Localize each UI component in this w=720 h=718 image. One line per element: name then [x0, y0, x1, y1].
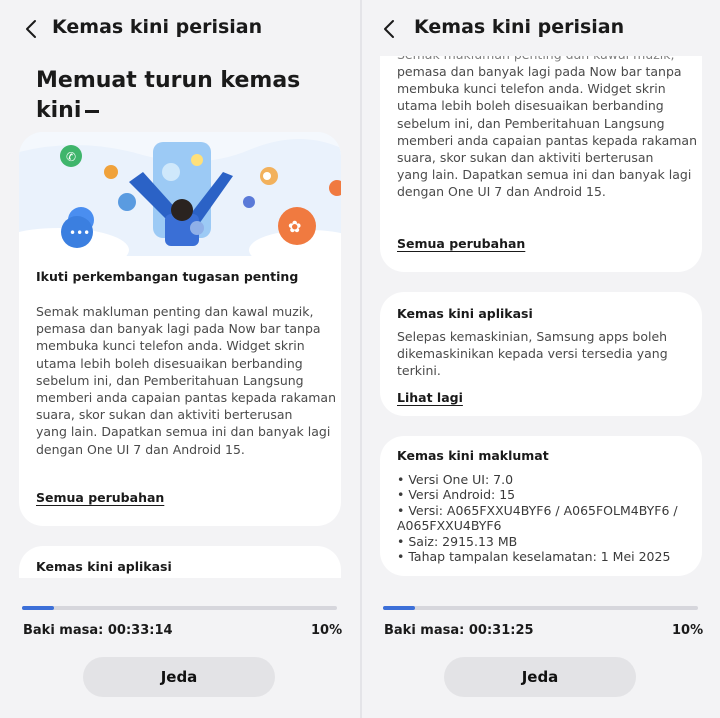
- text-line: suara, skor sukan dan aktiviti berterusan: [36, 407, 293, 423]
- header-title: Kemas kini perisian: [52, 16, 263, 38]
- svg-text:•••: •••: [69, 226, 91, 240]
- back-arrow-icon[interactable]: [378, 17, 402, 41]
- whats-new-card: [19, 132, 341, 526]
- feature-heading: Ikuti perkembangan tugasan penting: [36, 269, 299, 284]
- all-changes-link[interactable]: Semua perubahan: [36, 490, 165, 505]
- pause-button[interactable]: Jeda: [83, 657, 275, 697]
- text-line: suara, skor sukan dan aktiviti berterusan: [397, 150, 654, 166]
- scroll-fade: [0, 578, 360, 718]
- pause-button[interactable]: Jeda: [444, 657, 636, 697]
- page-title: Memuat turun kemas kini: [36, 68, 301, 123]
- time-remaining: Baki masa: 00:33:14: [23, 623, 173, 638]
- back-arrow-icon[interactable]: [20, 17, 44, 41]
- text-line: membuka kunci telefon anda. Widget skrin: [36, 338, 305, 354]
- app-updates-heading: Kemas kini aplikasi: [397, 306, 533, 321]
- text-line: sebelum ini, dan Pemberitahuan Langsung: [397, 115, 665, 131]
- progress-percent: 10%: [672, 623, 704, 638]
- loading-cursor: [85, 110, 99, 113]
- description-text: [36, 303, 336, 458]
- update-info-heading: Kemas kini maklumat: [397, 448, 549, 463]
- time-remaining: Baki masa: 00:31:25: [384, 623, 534, 638]
- info-item: • Versi One UI: 7.0: [397, 472, 514, 487]
- app-updates-text: [397, 328, 668, 380]
- header-title: Kemas kini perisian: [414, 16, 625, 38]
- text-line: yang lain. Dapatkan semua ini dan banyak lagi: [397, 167, 692, 183]
- text-line: dengan One UI 7 dan Android 15.: [36, 441, 245, 457]
- app-header: [362, 14, 720, 44]
- info-item: • Tahap tampalan keselamatan: 1 Mei 2025: [397, 549, 671, 565]
- text-line: dikemaskinikan kepada versi tersedia yang: [397, 346, 668, 362]
- info-item: • Versi: A065FXXU4BYF6 / A065FOLM4BYF6 /: [397, 502, 678, 518]
- description-text: [397, 63, 697, 201]
- text-line: terkini.: [397, 363, 441, 379]
- right-screen: [362, 0, 720, 718]
- text-line: utama lebih boleh disesuaikan berbanding: [36, 355, 303, 371]
- text-line: Semak makluman penting dan kawal muzik,: [36, 304, 314, 319]
- all-changes-link[interactable]: Semua perubahan: [397, 236, 526, 251]
- info-item: • Versi Android: 15: [397, 487, 516, 503]
- app-header: [0, 14, 360, 44]
- download-progress-fill: [383, 606, 415, 610]
- text-line: yang lain. Dapatkan semua ini dan banyak lagi: [36, 424, 331, 440]
- whats-new-card-scrolled: [380, 36, 702, 272]
- update-info-list: [397, 472, 678, 564]
- text-line: membuka kunci telefon anda. Widget skrin: [397, 81, 666, 97]
- text-line: memberi anda capaian pantas kepada rakaman: [36, 390, 337, 406]
- svg-text:✆: ✆: [66, 150, 77, 164]
- download-progress-bar: [22, 606, 337, 610]
- info-item: • Saiz: 2915.13 MB: [397, 533, 518, 549]
- app-updates-heading: Kemas kini aplikasi: [36, 559, 172, 574]
- info-item: A065FXXU4BYF6: [397, 518, 502, 534]
- text-line: pemasa dan banyak lagi pada Now bar tanpa: [397, 64, 682, 79]
- update-info-card: [380, 436, 702, 576]
- text-line: utama lebih boleh disesuaikan berbanding: [397, 98, 664, 114]
- app-updates-card: [380, 292, 702, 416]
- text-line: dengan One UI 7 dan Android 15.: [397, 184, 606, 200]
- feature-illustration: [19, 132, 341, 256]
- see-more-link[interactable]: Lihat lagi: [397, 390, 463, 405]
- text-line: pemasa dan banyak lagi pada Now bar tanpa: [36, 321, 321, 337]
- text-line: memberi anda capaian pantas kepada rakaman: [397, 132, 698, 148]
- download-progress-fill: [22, 606, 54, 610]
- progress-percent: 10%: [311, 623, 343, 638]
- text-line: Selepas kemaskinian, Samsung apps boleh: [397, 329, 668, 344]
- download-progress-bar: [383, 606, 698, 610]
- text-line: sebelum ini, dan Pemberitahuan Langsung: [36, 372, 304, 388]
- svg-text:✿: ✿: [288, 217, 302, 236]
